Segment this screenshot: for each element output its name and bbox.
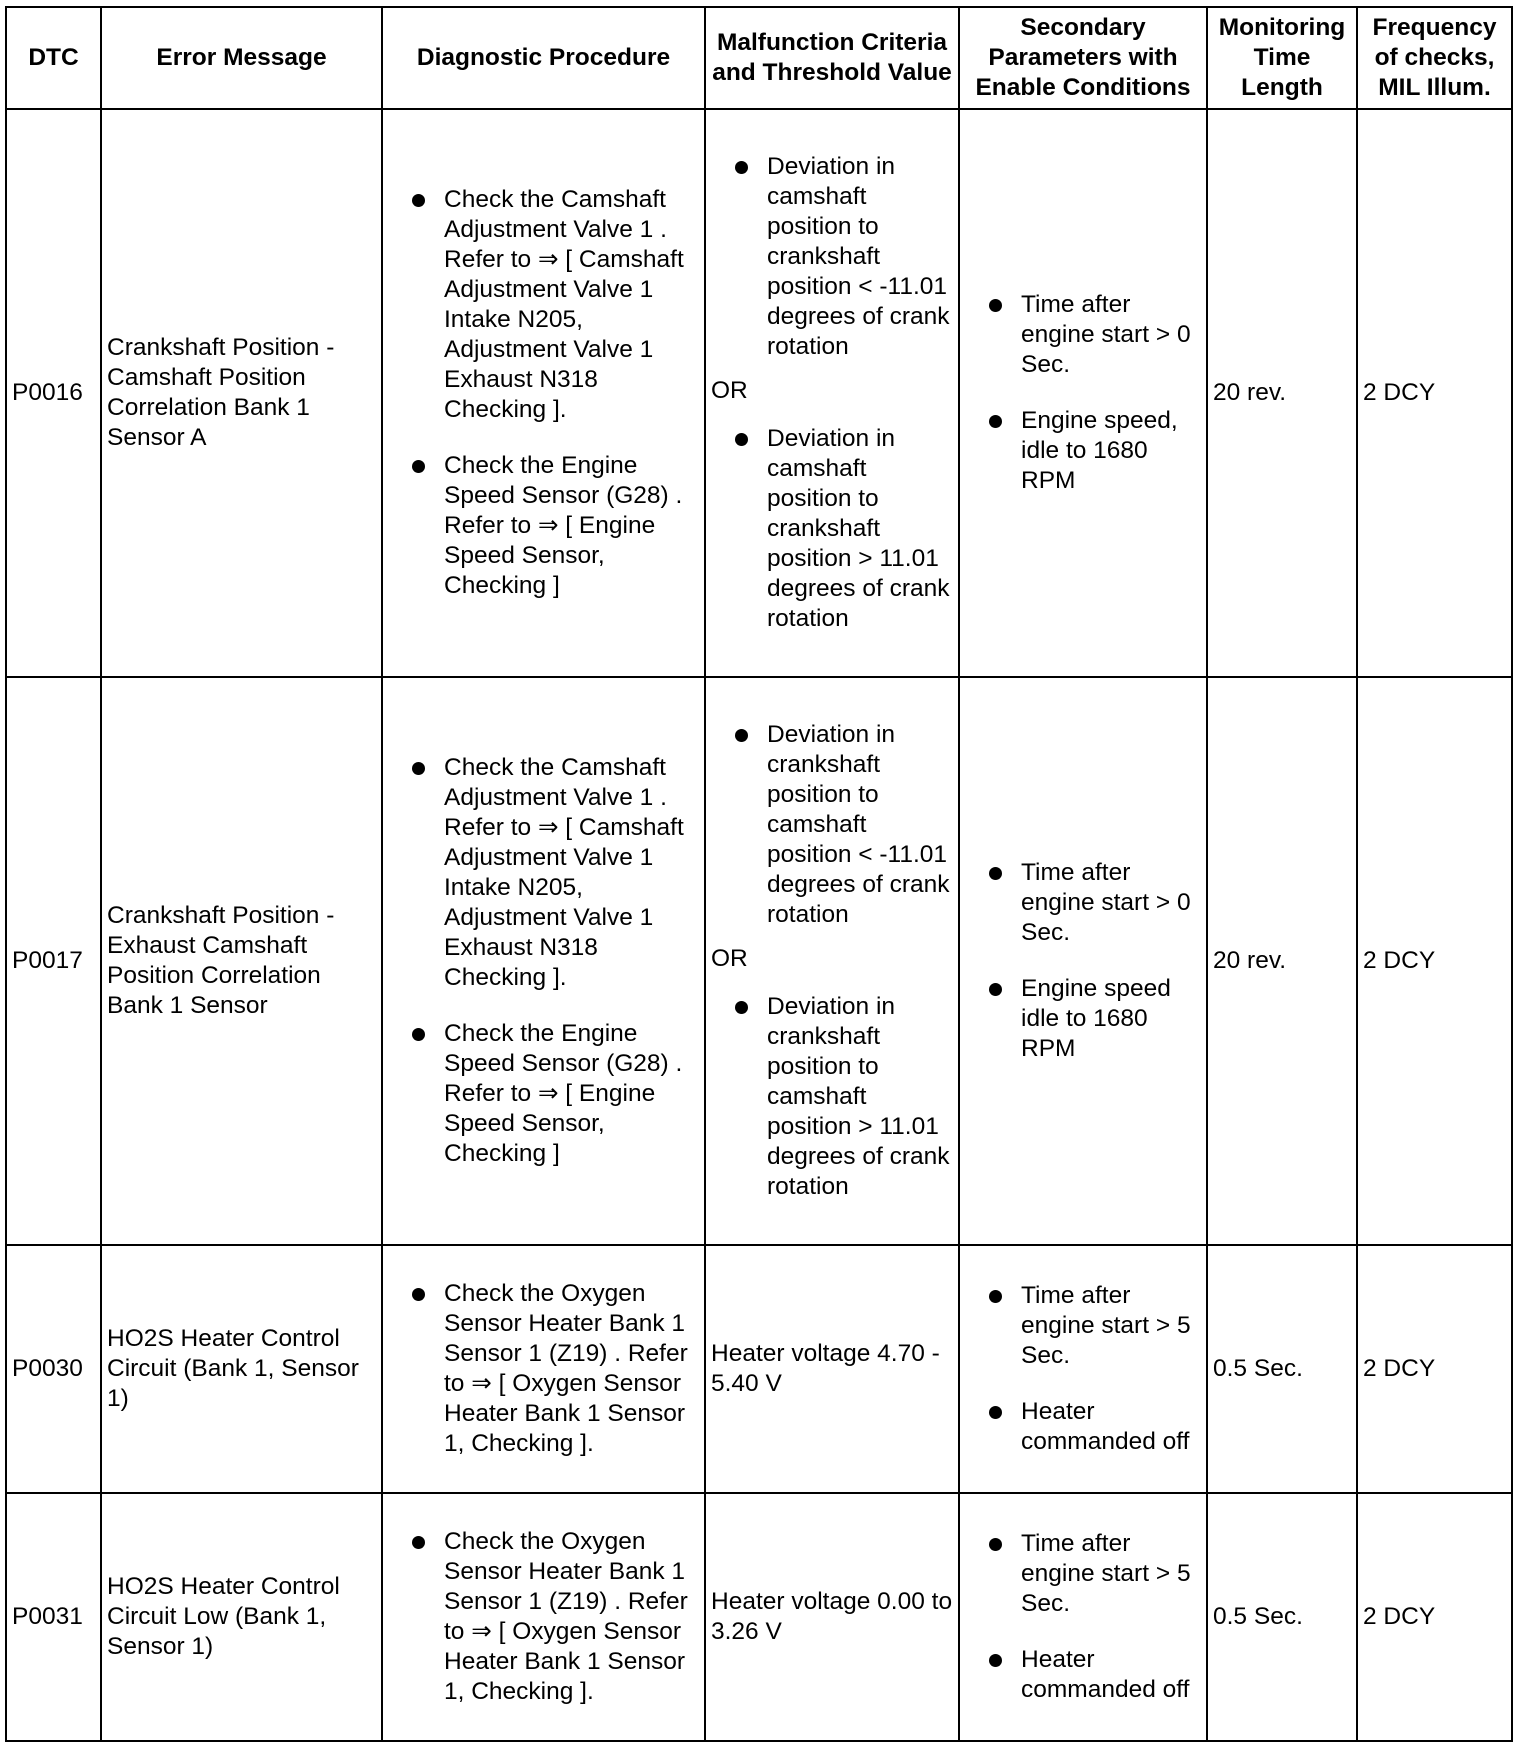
parameter-item: Heater commanded off [965,1645,1201,1705]
header-monitoring-time: Monitoring Time Length [1207,7,1357,109]
table-row [6,1245,1512,1493]
procedure-step: Check the Engine Speed Sensor (G28) . Refer to ⇒ [ Engine Speed Sensor, Checking ] [388,1019,699,1169]
header-diagnostic-procedure: Diagnostic Procedure [382,7,705,109]
parameter-item: Engine speed idle to 1680 RPM [965,974,1201,1064]
procedure-step: Check the Oxygen Sensor Heater Bank 1 Sensor 1 (Z19) . Refer to ⇒ [ Oxygen Sensor Heater Bank 1 Sensor 1, Checking ]. [388,1279,699,1459]
criteria-item: Deviation in crankshaft position to camshaft position > 11.01 degrees of crank rotation [711,992,953,1202]
error-message: HO2S Heater Control Circuit (Bank 1, Sensor 1) [101,1245,382,1493]
malfunction-criteria [705,1493,959,1741]
criteria-text: Heater voltage 0.00 to 3.26 V [711,1588,953,1645]
dtc-code: P0031 [6,1493,101,1741]
frequency-mil: 2 DCY [1357,109,1512,677]
diagnostic-procedure [382,1493,705,1741]
secondary-parameters [959,1245,1207,1493]
parameter-item: Time after engine start > 5 Sec. [965,1529,1201,1619]
table-row [6,109,1512,677]
parameter-item: Heater commanded off [965,1397,1201,1457]
dtc-code: P0016 [6,109,101,677]
secondary-parameters [959,677,1207,1245]
frequency-mil: 2 DCY [1357,677,1512,1245]
frequency-mil: 2 DCY [1357,1493,1512,1741]
header-row [6,7,1512,109]
error-message: HO2S Heater Control Circuit Low (Bank 1, Sensor 1) [101,1493,382,1741]
header-dtc: DTC [6,7,101,109]
frequency-mil: 2 DCY [1357,1245,1512,1493]
monitoring-time: 0.5 Sec. [1207,1493,1357,1741]
procedure-step: Check the Camshaft Adjustment Valve 1 . Refer to ⇒ [ Camshaft Adjustment Valve 1 Intake N205, Adjustment Valve 1 Exhaust N318 Checking ]. [388,185,699,425]
malfunction-criteria [705,1245,959,1493]
secondary-parameters [959,1493,1207,1741]
error-message: Crankshaft Position - Camshaft Position Correlation Bank 1 Sensor A [101,109,382,677]
diagnostic-procedure [382,1245,705,1493]
procedure-step: Check the Camshaft Adjustment Valve 1 . Refer to ⇒ [ Camshaft Adjustment Valve 1 Intake N205, Adjustment Valve 1 Exhaust N318 Checking ]. [388,753,699,993]
parameter-item: Engine speed, idle to 1680 RPM [965,406,1201,496]
dtc-code: P0030 [6,1245,101,1493]
dtc-table [5,6,1513,1742]
criteria-item: Deviation in crankshaft position to camshaft position < -11.01 degrees of crank rotation [711,720,953,930]
error-message: Crankshaft Position - Exhaust Camshaft Position Correlation Bank 1 Sensor [101,677,382,1245]
monitoring-time: 0.5 Sec. [1207,1245,1357,1493]
monitoring-time: 20 rev. [1207,109,1357,677]
diagnostic-procedure [382,677,705,1245]
parameter-item: Time after engine start > 0 Sec. [965,290,1201,380]
header-malfunction-criteria: Malfunction Criteria and Threshold Value [705,7,959,109]
procedure-step: Check the Engine Speed Sensor (G28) . Refer to ⇒ [ Engine Speed Sensor, Checking ] [388,451,699,601]
secondary-parameters [959,109,1207,677]
criteria-or: OR [711,945,748,972]
monitoring-time: 20 rev. [1207,677,1357,1245]
criteria-item: Deviation in camshaft position to crankshaft position > 11.01 degrees of crank rotation [711,424,953,634]
header-frequency: Frequency of checks, MIL Illum. [1357,7,1512,109]
criteria-item: Deviation in camshaft position to crankshaft position < -11.01 degrees of crank rotation [711,152,953,362]
procedure-step: Check the Oxygen Sensor Heater Bank 1 Sensor 1 (Z19) . Refer to ⇒ [ Oxygen Sensor Heater Bank 1 Sensor 1, Checking ]. [388,1527,699,1707]
header-error-message: Error Message [101,7,382,109]
malfunction-criteria [705,677,959,1245]
diagnostic-procedure [382,109,705,677]
dtc-code: P0017 [6,677,101,1245]
malfunction-criteria [705,109,959,677]
table-row [6,1493,1512,1741]
criteria-or: OR [711,377,748,404]
header-secondary-parameters: Secondary Parameters with Enable Conditions [959,7,1207,109]
parameter-item: Time after engine start > 0 Sec. [965,858,1201,948]
criteria-text: Heater voltage 4.70 - 5.40 V [711,1340,940,1397]
table-row [6,677,1512,1245]
parameter-item: Time after engine start > 5 Sec. [965,1281,1201,1371]
